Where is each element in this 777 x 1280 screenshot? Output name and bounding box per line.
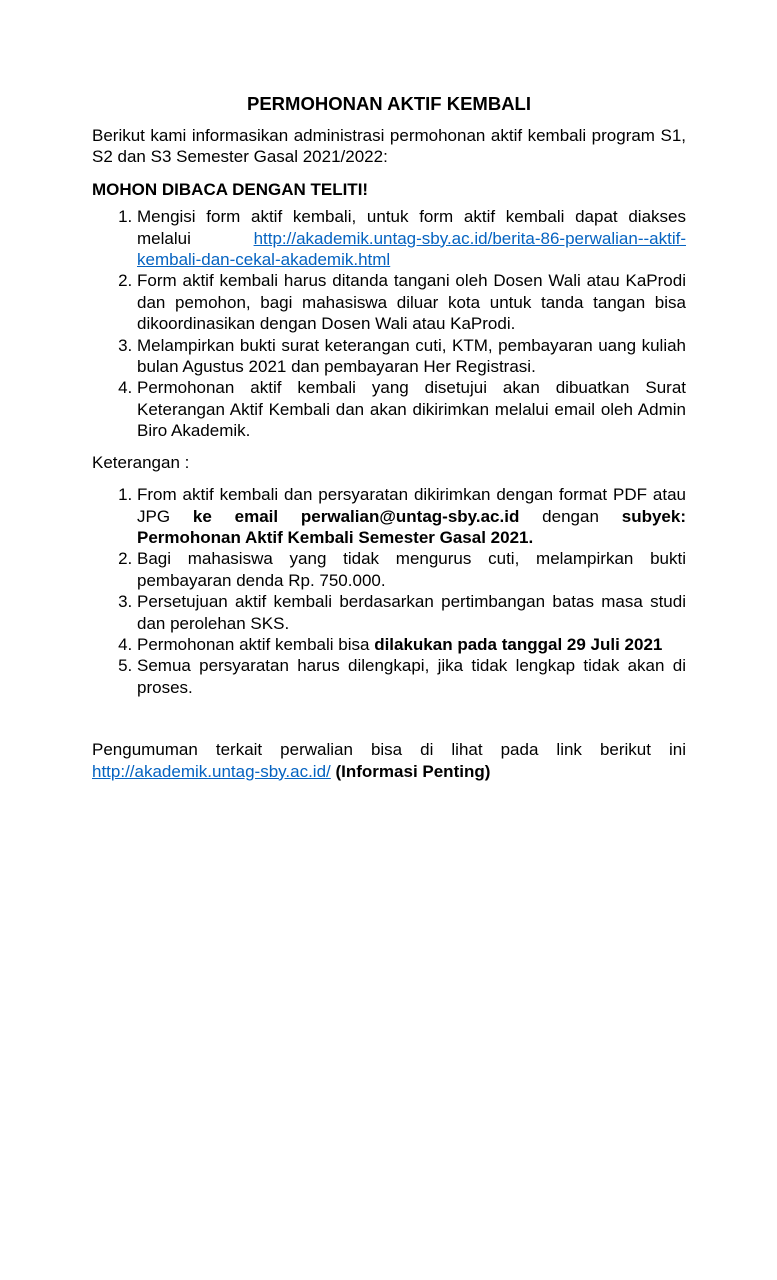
form-link[interactable]: http://akademik.untag-sby.ac.id/berita-86-perwalian--aktif-kembali-dan-cekal-akademik.html <box>137 228 686 270</box>
step-item <box>137 270 686 334</box>
note-text: Persetujuan aktif kembali berdasarkan pertimbangan batas masa studi dan perolehan SKS. <box>137 592 686 633</box>
step-text: Melampirkan bukti surat keterangan cuti, KTM, pembayaran uang kuliah bulan Agustus 2021 dan pembayaran Her Registrasi. <box>137 335 686 377</box>
steps-list <box>92 206 686 441</box>
intro-paragraph: Berikut kami informasikan administrasi permohonan aktif kembali program S1, S2 dan S3 Semester Gasal 2021/2022: <box>92 126 686 167</box>
step-text: Permohonan aktif kembali yang disetujui akan dibuatkan Surat Keterangan Aktif Kembali dan akan dikirimkan melalui email oleh Admin Biro Akademik. <box>137 378 686 441</box>
step-text: Mengisi form aktif kembali, untuk form aktif kembali dapat diakses melalui <box>137 207 686 248</box>
notes-heading: Keterangan : <box>92 452 190 472</box>
warning-heading: MOHON DIBACA DENGAN TELITI! <box>92 179 369 199</box>
document-page <box>92 92 686 799</box>
note-text: dengan <box>519 506 622 526</box>
note-item <box>137 655 686 698</box>
note-text: Bagi mahasiswa yang tidak mengurus cuti, melampirkan bukti pembayaran denda Rp. 750.000. <box>137 549 686 590</box>
academic-site-link[interactable]: http://akademik.untag-sby.ac.id/ <box>92 761 331 781</box>
note-email-text: ke email perwalian@untag-sby.ac.id <box>192 506 520 526</box>
note-item <box>137 634 686 655</box>
closing-suffix: (Informasi Penting) <box>330 761 491 781</box>
note-subject-text: subyek: Permohonan Aktif Kembali Semester Gasal 2021. <box>137 506 686 547</box>
note-item <box>137 591 686 634</box>
note-text: From aktif kembali dan persyaratan dikirimkan dengan format PDF atau JPG <box>137 485 686 526</box>
closing-paragraph <box>92 739 686 782</box>
note-item <box>137 484 686 548</box>
step-item <box>137 206 686 270</box>
notes-list <box>92 484 686 698</box>
note-text: Permohonan aktif kembali bisa <box>137 634 375 654</box>
step-item <box>137 377 686 441</box>
note-text: Semua persyaratan harus dilengkapi, jika tidak lengkap tidak akan di proses. <box>137 656 686 697</box>
step-text: Form aktif kembali harus ditanda tangani oleh Dosen Wali atau KaProdi dan pemohon, bagi mahasiswa diluar kota untuk tanda tangan bisa dikoordinasikan dengan Dosen Wali atau KaProdi. <box>137 271 686 334</box>
closing-text: Pengumuman terkait perwalian bisa di lihat pada link berikut ini <box>92 740 686 760</box>
document-title: PERMOHONAN AKTIF KEMBALI <box>247 93 531 114</box>
note-item <box>137 548 686 591</box>
step-item <box>137 335 686 378</box>
note-date-text: dilakukan pada tanggal 29 Juli 2021 <box>374 634 663 654</box>
